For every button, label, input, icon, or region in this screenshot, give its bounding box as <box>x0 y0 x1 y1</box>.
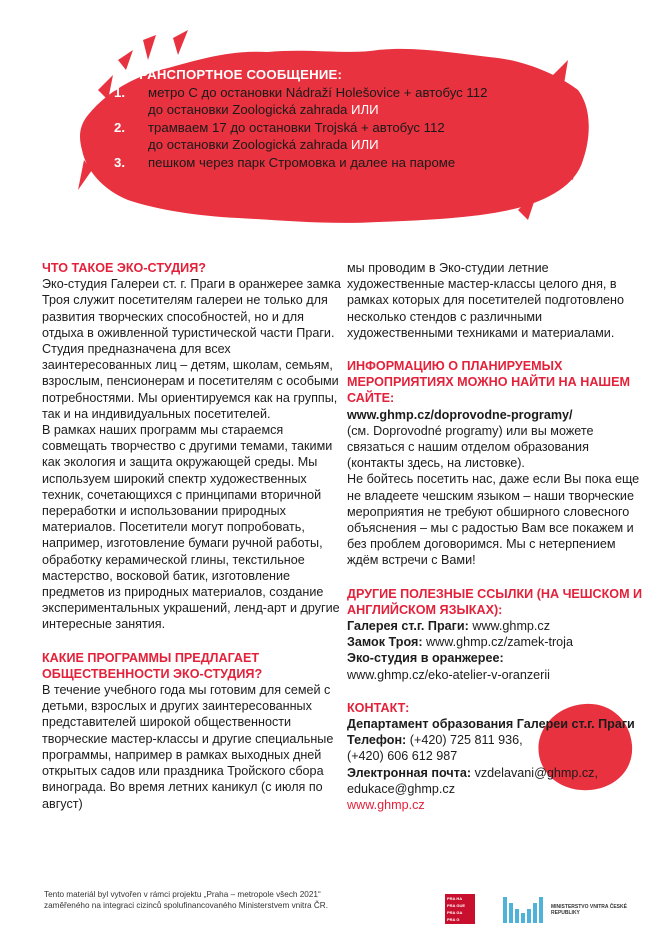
link-url[interactable]: www.ghmp.cz/eko-atelier-v-oranzerii <box>347 667 550 682</box>
paragraph: Не бойтесь посетить нас, даже если Вы пока еще не владеете чешским языком – наши творческие мероприятия не требуют обширного словесного объяснения – мы с радостью Вам все покажем и без проблем договоримся. Мы с нетерпением ждём встречи с Вами! <box>347 472 640 568</box>
ministry-logo-text: MINISTERSTVO VNITRA ČESKÉ REPUBLIKY <box>551 904 627 916</box>
section-heading: ДРУГИЕ ПОЛЕЗНЫЕ ССЫЛКИ (НА ЧЕШСКОМ И АНГЛИЙСКОМ ЯЗЫКАХ): <box>347 586 643 617</box>
section-heading: КОНТАКТ: <box>347 700 410 715</box>
paragraph: Эко-студия Галереи ст. г. Праги в оранжерее замка Троя служит посетителям галереи не только для развития творческих способностей, но и для отдыха в оживленной туристической части Праги. Студия предназначена для всех заинтересованных лиц – детям, школам, семьям, взрослым, пенсионерам и посетителям с особыми потребностями. Мы ориентируемся как на группы, так и на индивидуальных посетителей. <box>42 277 341 421</box>
phone-label: Телефон: <box>347 733 407 748</box>
email-label: Электронная почта: <box>347 765 472 780</box>
paragraph: (см. Doprovodné programy) или вы можете связаться с нашим отделом образования (контакты здесь, на листовке). <box>347 423 594 471</box>
section-heading: КАКИЕ ПРОГРАММЫ ПРЕДЛАГАЕТ ОБЩЕСТВЕННОСТИ ЭКО-СТУДИЯ? <box>42 650 263 681</box>
praha-logo: PRA HA PRA GUE PRA GA PRA G <box>445 894 475 924</box>
link-url[interactable]: www.ghmp.cz <box>472 619 551 634</box>
link-row: Замок Троя: www.ghmp.cz/zamek-troja <box>347 635 573 650</box>
contact-block <box>347 700 647 813</box>
link-row: Галерея ст.г. Праги: www.ghmp.cz <box>347 619 551 634</box>
transport-item: 2. трамваем 17 до остановки Trojská + автобус 112 до остановки Zoologická zahrada ИЛИ <box>114 119 445 152</box>
footer-note: Tento materiál byl vytvořen v rámci projektu „Praha – metropole všech 2021“ zaměřeného na integraci cizinců spolufinancovaného Ministerstvem vnitra ČR. <box>44 890 328 910</box>
ministry-logo-icon <box>503 893 547 925</box>
section-heading: ИНФОРМАЦИЮ О ПЛАНИРУЕМЫХ МЕРОПРИЯТИЯХ МОЖНО НАЙТИ НА НАШЕМ САЙТЕ: <box>347 359 630 406</box>
transport-info <box>114 66 591 171</box>
paragraph: В течение учебного года мы готовим для семей с детьми, взрослых и других заинтересованных представителей широкой общественности творческие мастер-классы и другие специальные программы, например в рамках выходных дней открытых садов или праздника Тройского сбора винограда. Во время летних каникул (с июля по август) <box>42 683 334 811</box>
paragraph: В рамках наших программ мы стараемся совмещать творчество с другими темами, такими как экология и защита окружающей среды. Мы используем широкий спектр художественных техник, сочетающихся с принципами вторичной переработки и использовании природных материалов. Посетители могут попробовать, например, изготовление бумаги ручной работы, обработку керамической глины, текстильное мастерство, восковой батик, изготовление предметов из природных материалов, создание экспериментальных украшений, ленд-арт и другие интересные занятия. <box>42 423 340 632</box>
transport-item: 3. пешком через парк Стромовка и далее на пароме <box>114 154 456 170</box>
phone-number[interactable]: (+420) 606 612 987 <box>347 749 458 764</box>
website-link[interactable]: www.ghmp.cz/doprovodne-programy/ <box>347 407 573 422</box>
right-column <box>347 260 647 813</box>
link-url[interactable]: www.ghmp.cz/zamek-troja <box>426 635 573 650</box>
transport-item: 1. метро С до остановки Nádraží Holešovice + автобус 112 до остановки Zoologická zahrada ИЛИ <box>114 84 488 117</box>
section-heading: ЧТО ТАКОЕ ЭКО-СТУДИЯ? <box>42 261 206 275</box>
paragraph: мы проводим в Эко-студии летние художественные мастер-классы целого дня, в рамках которых для посетителей подготовлено несколько стендов с различными художественными техниками и материалами. <box>347 261 625 340</box>
email-link[interactable]: edukace@ghmp.cz <box>347 781 455 796</box>
contact-department: Департамент образования Галереи ст.г. Праги <box>347 717 635 732</box>
link-row: Эко-студия в оранжерее: <box>347 651 504 666</box>
email-link[interactable]: vzdelavani@ghmp.cz, <box>474 765 598 780</box>
transport-title: ТРАНСПОРТНОЕ СООБЩЕНИЕ: <box>131 67 343 82</box>
phone-number[interactable]: (+420) 725 811 936, <box>409 733 523 748</box>
website-link[interactable]: www.ghmp.cz <box>347 798 425 813</box>
left-column <box>42 260 342 812</box>
